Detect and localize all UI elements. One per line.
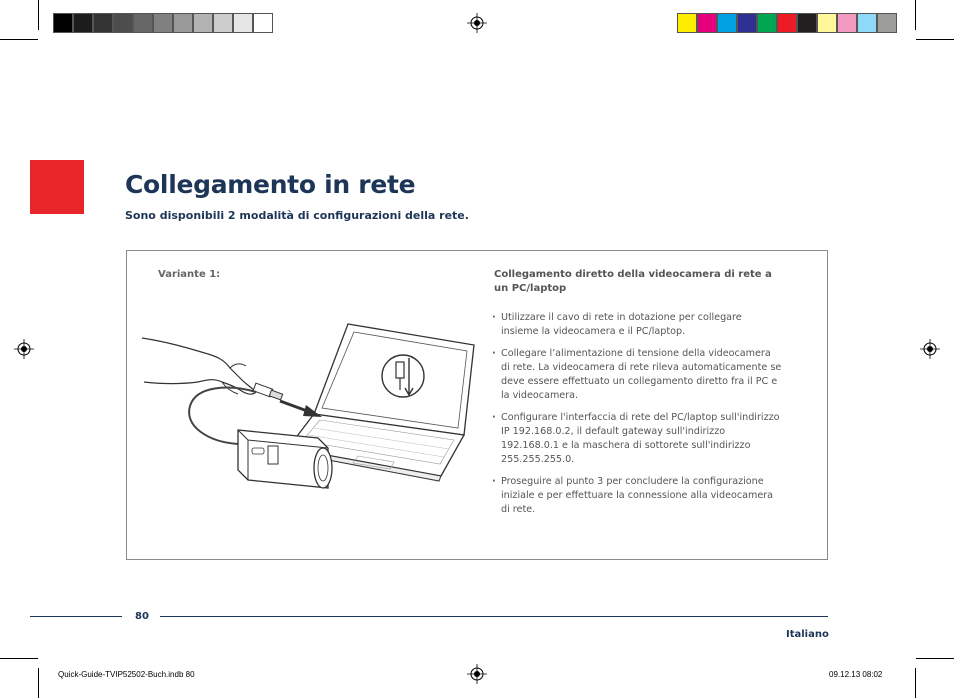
color-swatch <box>133 13 153 33</box>
color-swatch <box>213 13 233 33</box>
crop-mark <box>0 658 38 659</box>
color-swatch <box>93 13 113 33</box>
crop-mark <box>0 39 38 40</box>
color-swatch <box>253 13 273 33</box>
language-label: Italiano <box>786 629 829 640</box>
color-swatch <box>757 13 777 33</box>
section-heading: Collegamento diretto della videocamera di rete a un PC/laptop <box>494 269 772 294</box>
footer-rule-left <box>30 616 122 617</box>
crop-mark <box>38 0 39 30</box>
list-item: · Proseguire al punto 3 per concludere la configurazione iniziale e per effettuare la connessione alla videocamera di rete. <box>492 475 782 517</box>
list-item: · Collegare l’alimentazione di tensione della videocamera di rete. La videocamera di rete rileva automaticamente se deve essere effettuato un collegamento diretto fra il PC e la videocamera. <box>492 347 782 403</box>
color-swatch <box>817 13 837 33</box>
color-swatch <box>677 13 697 33</box>
registration-mark-icon <box>467 664 487 684</box>
variant-label: Variante 1: <box>158 269 221 280</box>
cable-plug-icon <box>253 383 282 400</box>
color-swatch <box>173 13 193 33</box>
registration-mark-icon <box>920 339 940 359</box>
registration-mark-icon <box>467 13 487 33</box>
color-swatch <box>717 13 737 33</box>
instruction-list <box>492 311 782 525</box>
crop-mark <box>38 668 39 698</box>
network-camera-icon <box>238 430 332 488</box>
color-swatch <box>697 13 717 33</box>
color-swatch <box>73 13 93 33</box>
color-swatch <box>737 13 757 33</box>
color-swatch <box>153 13 173 33</box>
list-item: · Utilizzare il cavo di rete in dotazione per collegare insieme la videocamera e il PC/laptop. <box>492 311 782 339</box>
hand-illustration <box>142 338 256 394</box>
page-subtitle: Sono disponibili 2 modalità di configurazioni della rete. <box>125 209 469 222</box>
color-swatch <box>797 13 817 33</box>
color-swatch <box>53 13 73 33</box>
list-item: · Configurare l'interfaccia di rete del PC/laptop sull'indirizzo IP 192.168.0.2, il default gateway sull'indirizzo 192.168.0.1 e la maschera di sottorete sull'indirizzo 255.255.255.0. <box>492 411 782 467</box>
page-title: Collegamento in rete <box>125 170 416 199</box>
footer-rule-right <box>160 616 828 617</box>
print-date-info: 09.12.13 08:02 <box>829 670 883 679</box>
color-swatch <box>877 13 897 33</box>
page-number: 80 <box>135 611 149 622</box>
crop-mark <box>915 668 916 698</box>
color-swatch <box>837 13 857 33</box>
crop-mark <box>915 0 916 30</box>
color-swatch <box>857 13 877 33</box>
crop-mark <box>916 658 954 659</box>
print-file-info: Quick-Guide-TVIP52502-Buch.indb 80 <box>58 670 195 679</box>
chapter-tab-marker <box>30 160 84 214</box>
color-swatch <box>777 13 797 33</box>
color-swatch <box>113 13 133 33</box>
crop-mark <box>916 39 954 40</box>
network-plug-icon <box>382 355 424 397</box>
color-swatch <box>193 13 213 33</box>
connection-illustration <box>138 318 483 500</box>
color-swatch <box>233 13 253 33</box>
registration-mark-icon <box>14 339 34 359</box>
